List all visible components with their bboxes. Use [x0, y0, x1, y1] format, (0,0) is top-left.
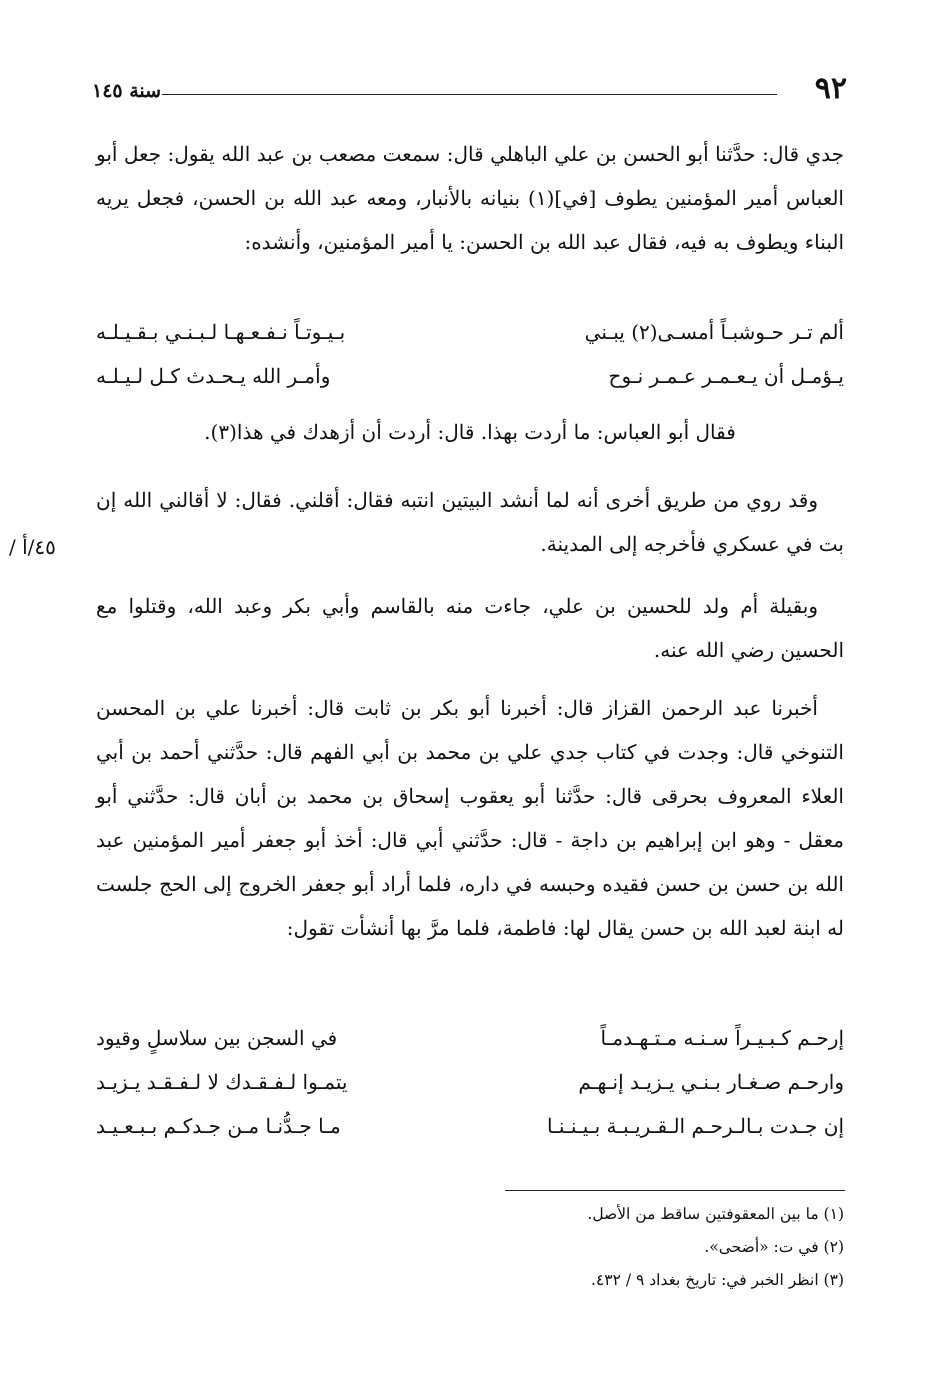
paragraph-3: وقد روي من طريق أخرى أنه لما أنشد البيتين انتبه فقال: أقلني. فقال: لا أقالني الله إن بت في عسكري فأخرجه إلى المدينة.: [96, 488, 844, 556]
verse-line: [96, 310, 844, 354]
poem-1: [96, 310, 844, 398]
footnote: (١) ما بين المعقوفتين ساقط من الأصل.: [587, 1205, 844, 1223]
verse-second-hemistich: بـيـوتـاً نـفـعـهـا لـبـنـي بـقـيـلـه: [96, 320, 346, 344]
verse-first-hemistich: إرحـم كـبـيـراً سـنـه مـتـهـدمـاً: [600, 1026, 844, 1050]
poem-2: [96, 1016, 844, 1148]
verse-line: [96, 1104, 844, 1148]
verse-first-hemistich: إن جـدت بـالـرحـم الـقـريـبـة بـيـنـنـا: [546, 1114, 844, 1138]
verse-first-hemistich: وارحـم صـغـار بـنـي يـزيـد إنـهـم: [578, 1070, 844, 1094]
footnote-rule: [505, 1190, 845, 1191]
year-label: سنة ١٤٥: [92, 80, 162, 102]
verse-line: [96, 1060, 844, 1104]
verse-second-hemistich: يتمـوا لـفـقـدك لا لـفـقـد يـزيـد: [96, 1070, 348, 1094]
footnotes: [96, 1198, 844, 1297]
verse-line: [96, 1016, 844, 1060]
paragraph-4: وبقيلة أم ولد للحسين بن علي، جاءت منه بالقاسم وأبي بكر وعبد الله، وقتلوا مع الحسين رضي الله عنه.: [96, 594, 844, 662]
page-number: ٩٢: [814, 71, 847, 106]
verse-second-hemistich: مـا جـدُّنـا مـن جـدكـم بـبـعـيـد: [96, 1114, 341, 1138]
paragraph-1: جدي قال: حدَّثنا أبو الحسن بن علي الباهلي قال: سمعت مصعب بن عبد الله يقول: جعل أبو العباس أمير المؤمنين يطوف [في](١) بنيانه بالأنبار، ومعه عبد الله بن الحسن، فجعل يريه البناء ويطوف به فيه، فقال عبد الله بن الحسن: يا أمير المؤمنين، وأنشده:: [96, 142, 844, 254]
verse-second-hemistich: وأمـر الله يـحـدث كـل لـيـلـه: [96, 364, 331, 388]
verse-second-hemistich: في السجن بين سلاسلٍ وقيود: [96, 1026, 338, 1050]
footnote: (٢) في ت: «أضحى».: [704, 1238, 844, 1256]
verse-line: [96, 354, 844, 398]
verse-first-hemistich: ألم تـر حـوشبـاً أمسـى(٢) يبـني: [584, 320, 844, 344]
paragraph-2: فقال أبو العباس: ما أردت بهذا. قال: أردت أن أزهدك في هذا(٣).: [204, 420, 736, 444]
header-rule: [162, 94, 777, 95]
running-head: [92, 72, 847, 112]
verse-first-hemistich: يـؤمـل أن يـعـمـر عـمـر نـوح: [608, 364, 844, 388]
footnote: (٣) انظر الخبر في: تاريخ بغداد ٩ / ٤٣٢.: [590, 1271, 844, 1289]
manuscript-folio-marker: ٤٥/أ /: [9, 535, 56, 559]
paragraph-5: أخبرنا عبد الرحمن القزاز قال: أخبرنا أبو بكر بن ثابت قال: أخبرنا علي بن المحسن التنوخي قال: وجدت في كتاب جدي علي بن محمد بن أبي الفهم قال: حدَّثني أحمد بن أبي العلاء المعروف بحرقى قال: حدَّثنا أبو يعقوب إسحاق بن محمد بن أبان قال: حدَّثني أبو معقل - وهو ابن إبراهيم بن داجة - قال: حدَّثني أبي قال: أخذ أبو جعفر أمير المؤمنين عبد الله بن حسن بن حسن فقيده وحبسه في داره، فلما أراد أبو جعفر الخروج إلى الحج جلست له ابنة لعبد الله بن حسن يقال لها: فاطمة، فلما مرَّ بها أنشأت تقول:: [96, 696, 844, 940]
